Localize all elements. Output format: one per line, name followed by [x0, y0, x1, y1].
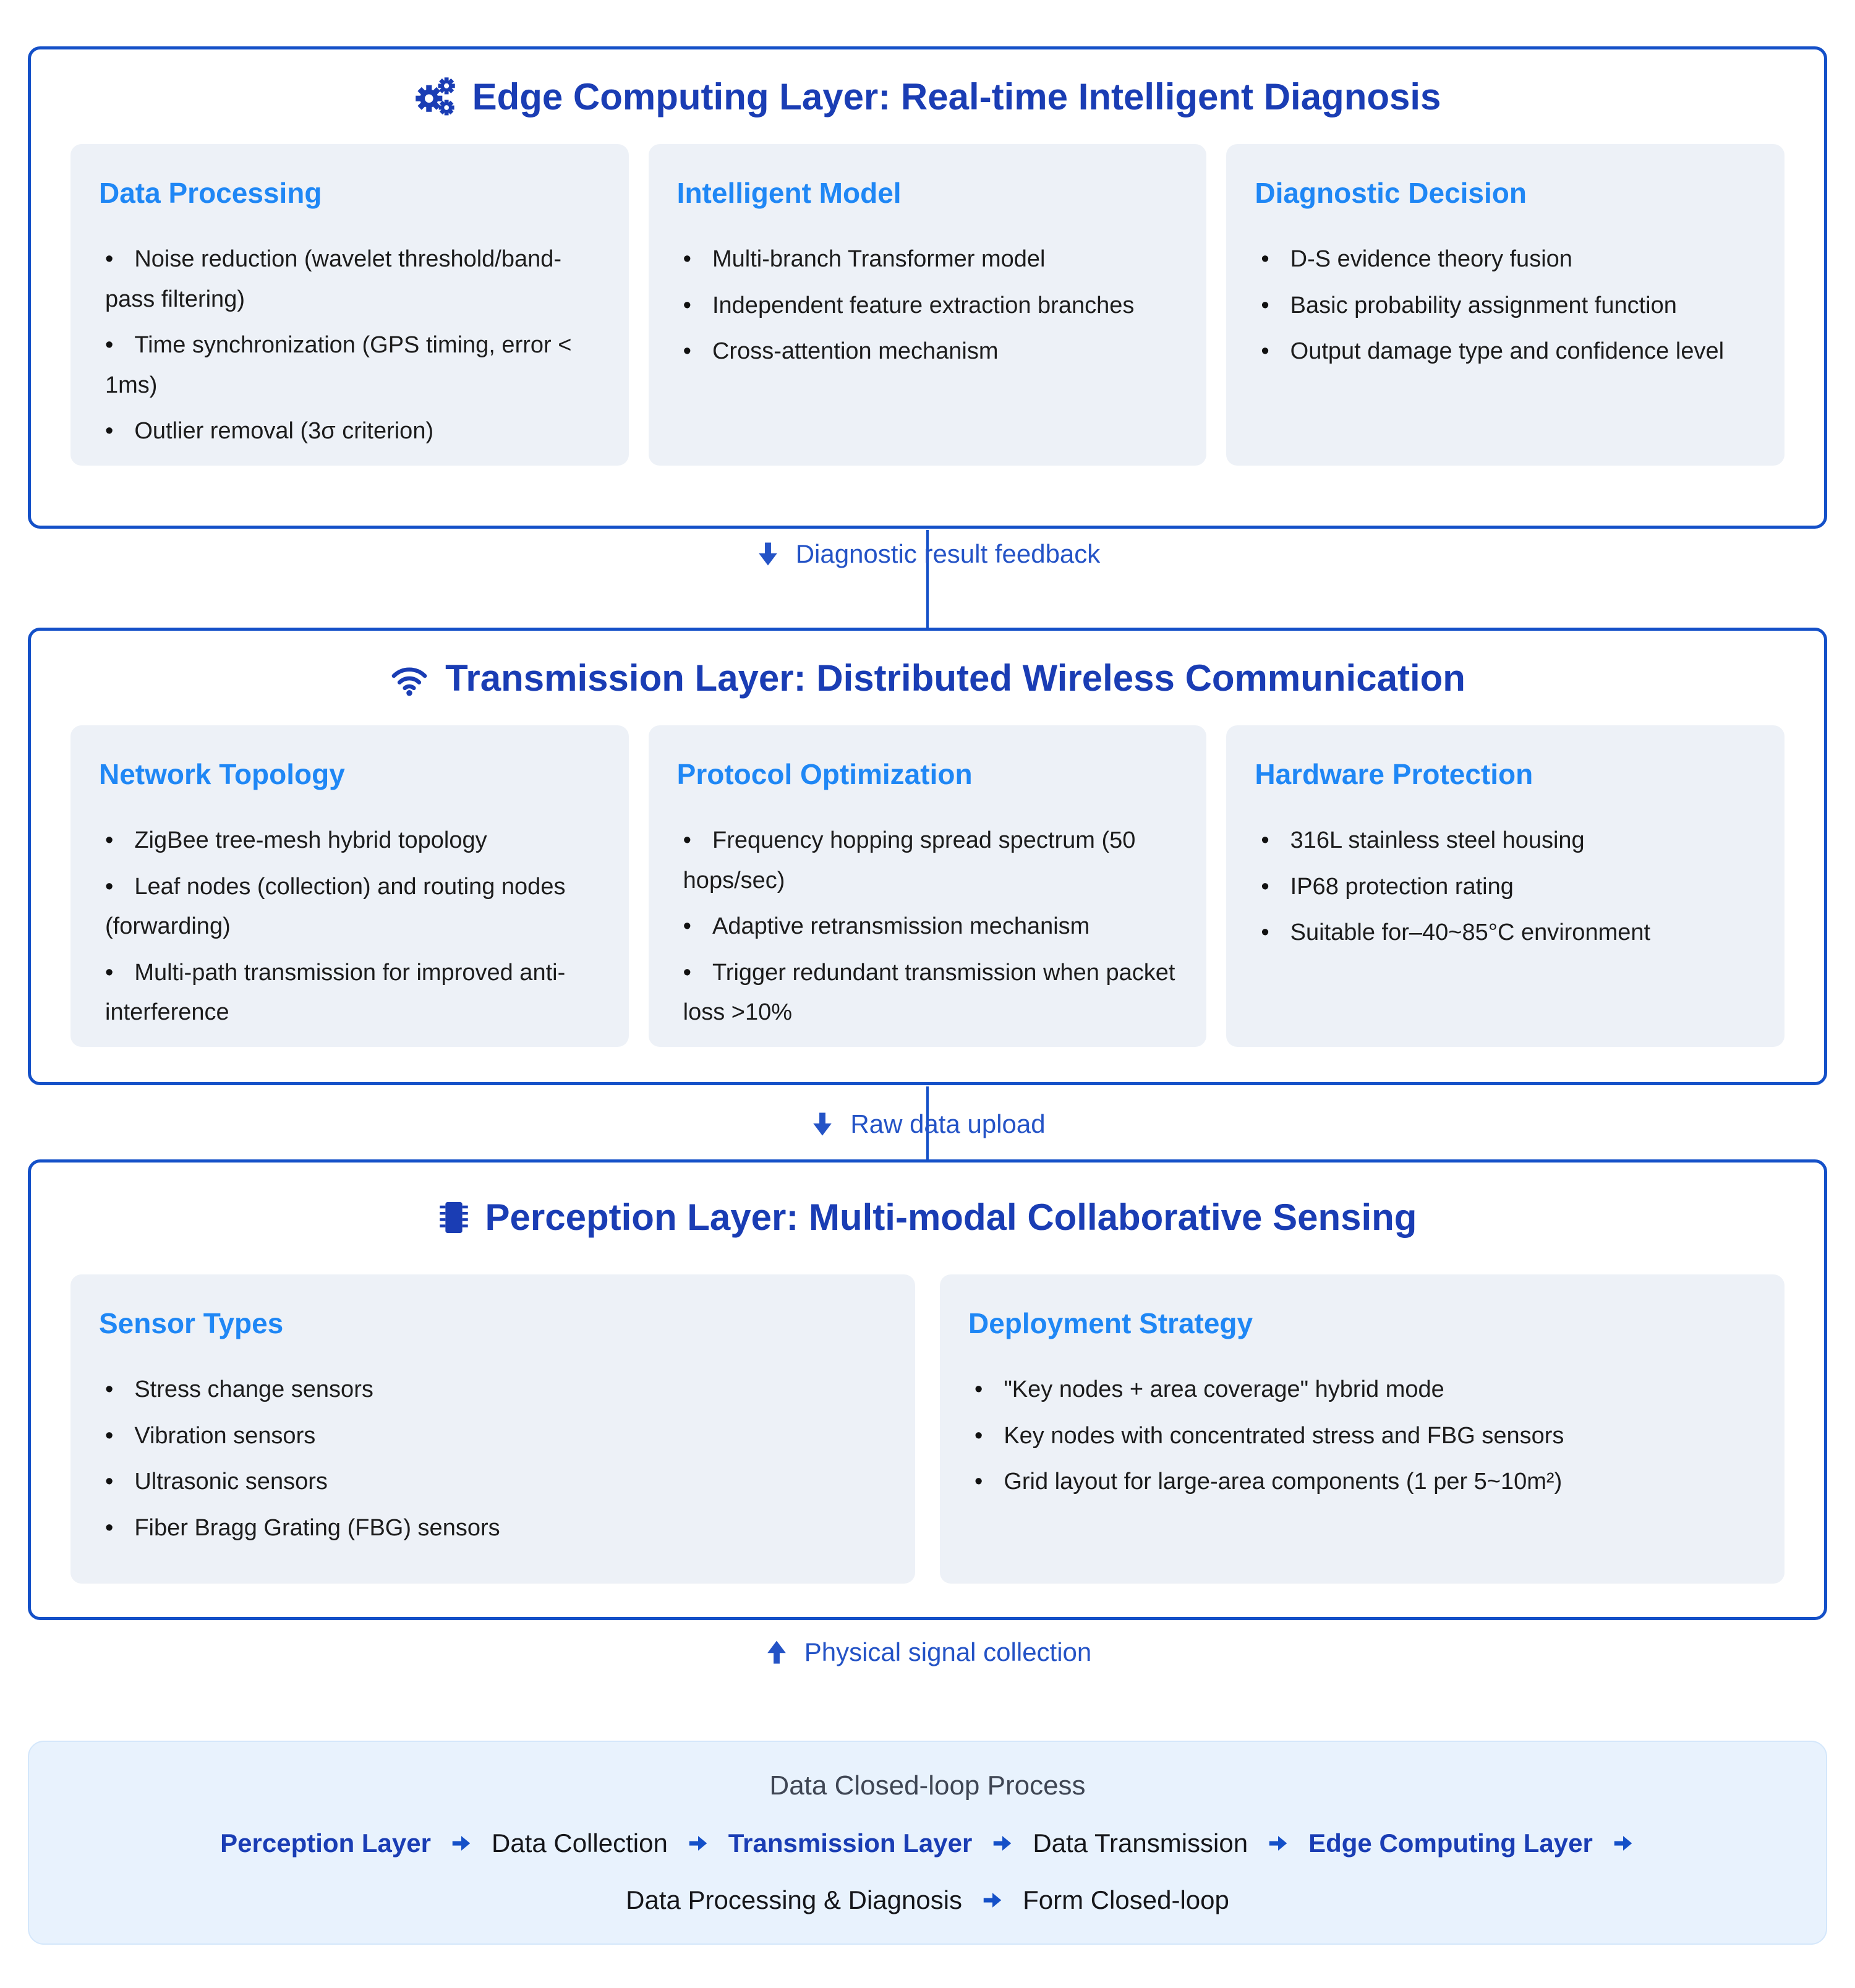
flow-step-edge-computing-layer: Edge Computing Layer	[1308, 1828, 1593, 1858]
bullet-item: • Multi-path transmission for improved anti-interference	[99, 953, 600, 1033]
flow-row-1	[29, 1828, 1826, 1858]
data-closed-loop-panel	[28, 1741, 1827, 1945]
chip-icon	[438, 1198, 469, 1237]
card-title: Diagnostic Decision	[1255, 177, 1527, 209]
bullet-item: • Outlier removal (3σ criterion)	[99, 411, 600, 451]
card-protocol-optimization	[649, 725, 1207, 1047]
wifi-icon	[390, 660, 429, 696]
flow-arrow-icon	[991, 1832, 1014, 1855]
perception-layer-title-row	[31, 1196, 1824, 1239]
flow-arrow-icon	[686, 1832, 710, 1855]
gears-icon	[414, 77, 456, 117]
bullet-item: • D-S evidence theory fusion	[1255, 239, 1756, 279]
flow-step-form-closed-loop: Form Closed-loop	[1023, 1885, 1229, 1914]
down-arrow-icon	[809, 1111, 835, 1137]
card-title: Intelligent Model	[676, 177, 902, 209]
card-title: Network Topology	[99, 758, 345, 790]
bullet-item: • Leaf nodes (collection) and routing nodes (forwarding)	[99, 867, 600, 947]
bullet-item: • Time synchronization (GPS timing, error < 1ms)	[99, 325, 600, 405]
bullet-item: • Basic probability assignment function	[1255, 286, 1756, 326]
bullet-item: • Cross-attention mechanism	[677, 331, 1179, 372]
connector-label: Diagnostic result feedback	[795, 539, 1101, 568]
card-intelligent-model	[649, 144, 1207, 466]
section-title: Transmission Layer: Distributed Wireless Communication	[445, 657, 1465, 699]
bullet-item: • Stress change sensors	[99, 1370, 887, 1410]
bullet-item: • Output damage type and confidence level	[1255, 331, 1756, 372]
card-title: Protocol Optimization	[676, 758, 973, 790]
connector-physical-signal-collection	[0, 1637, 1855, 1667]
bullet-item: • 316L stainless steel housing	[1255, 821, 1756, 861]
card-sensor-types	[70, 1274, 915, 1584]
bullet-item: • Frequency hopping spread spectrum (50 hops/sec)	[677, 821, 1179, 900]
edge-computing-layer-box	[28, 46, 1827, 529]
bullet-item: • Noise reduction (wavelet threshold/band-pass filtering)	[99, 239, 600, 319]
connector-label: Raw data upload	[850, 1109, 1046, 1138]
flow-arrow-icon	[1266, 1832, 1290, 1855]
card-deployment-strategy	[940, 1274, 1785, 1584]
perception-layer-box	[28, 1159, 1827, 1620]
bullet-item: • "Key nodes + area coverage" hybrid mode	[968, 1370, 1756, 1410]
bullet-item: • Adaptive retransmission mechanism	[677, 907, 1179, 947]
bullet-item: • ZigBee tree-mesh hybrid topology	[99, 821, 600, 861]
transmission-layer-title-row	[31, 657, 1824, 699]
bullet-item: • Trigger redundant transmission when packet loss >10%	[677, 953, 1179, 1033]
bullet-item: • Ultrasonic sensors	[99, 1462, 887, 1502]
card-title: Deployment Strategy	[968, 1307, 1253, 1339]
up-arrow-icon	[764, 1639, 790, 1665]
bullet-item: • Multi-branch Transformer model	[677, 239, 1179, 279]
flow-step-data-collection: Data Collection	[491, 1828, 668, 1858]
flow-arrow-icon	[450, 1832, 473, 1855]
bullet-item: • Key nodes with concentrated stress and FBG sensors	[968, 1416, 1756, 1456]
card-diagnostic-decision	[1226, 144, 1785, 466]
flow-row-2	[29, 1885, 1826, 1915]
bullet-item: • IP68 protection rating	[1255, 867, 1756, 907]
down-arrow-icon	[755, 541, 781, 567]
edge-layer-title-row	[31, 75, 1824, 118]
flow-arrow-icon	[1611, 1832, 1635, 1855]
connector-raw-data-upload	[0, 1109, 1855, 1139]
flow-step-data-processing-diagnosis: Data Processing & Diagnosis	[626, 1885, 963, 1914]
card-data-processing	[70, 144, 629, 466]
section-title: Perception Layer: Multi-modal Collaborative Sensing	[485, 1197, 1417, 1238]
flow-arrow-icon	[981, 1888, 1004, 1912]
bullet-item: • Vibration sensors	[99, 1416, 887, 1456]
flow-step-transmission-layer: Transmission Layer	[728, 1828, 973, 1858]
flow-step-data-transmission: Data Transmission	[1033, 1828, 1248, 1858]
card-title: Hardware Protection	[1255, 758, 1533, 790]
connector-label: Physical signal collection	[804, 1637, 1092, 1666]
card-title: Data Processing	[99, 177, 322, 209]
closed-loop-title: Data Closed-loop Process	[769, 1770, 1086, 1801]
connector-diagnostic-feedback	[0, 539, 1855, 569]
section-title: Edge Computing Layer: Real-time Intelligent Diagnosis	[472, 76, 1441, 117]
card-hardware-protection	[1226, 725, 1785, 1047]
flow-step-perception-layer: Perception Layer	[220, 1828, 431, 1858]
bullet-item: • Fiber Bragg Grating (FBG) sensors	[99, 1508, 887, 1548]
bullet-item: • Suitable for–40~85°C environment	[1255, 913, 1756, 953]
bullet-item: • Independent feature extraction branches	[677, 286, 1179, 326]
transmission-layer-box	[28, 628, 1827, 1085]
bullet-item: • Grid layout for large-area components (1 per 5~10m²)	[968, 1462, 1756, 1502]
card-network-topology	[70, 725, 629, 1047]
card-title: Sensor Types	[99, 1307, 284, 1339]
